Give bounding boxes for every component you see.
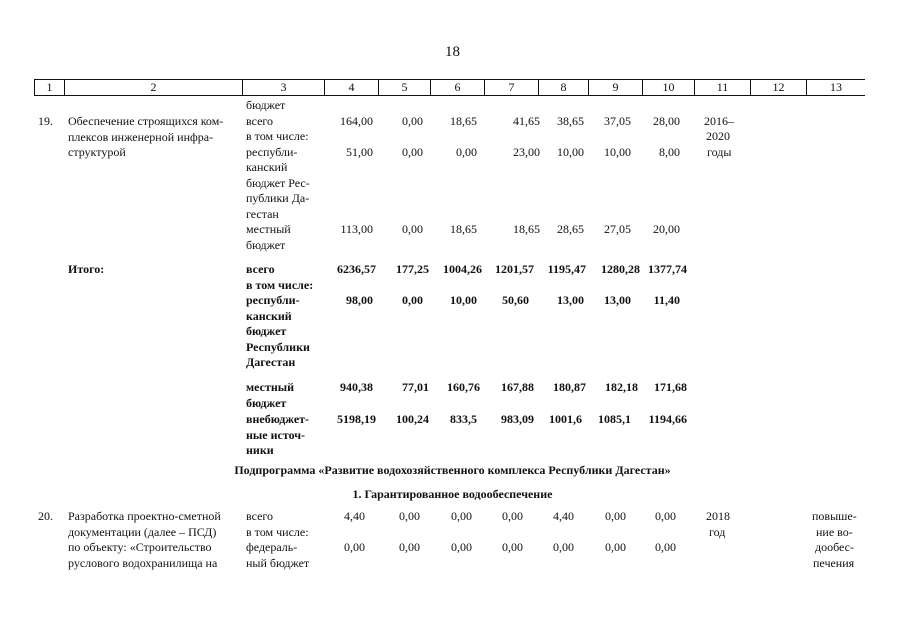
row-19-republic-value: 10,00 [557,144,584,159]
row-19-source-line: гестан [246,206,279,221]
grand-republic-value: 10,00 [450,293,477,307]
grand-local-value: 182,18 [605,380,638,394]
row-20-federal-value: 0,00 [502,540,523,554]
row-19-period-line: годы [707,144,732,159]
row-19-source-line: бюджет Рес- [246,175,310,190]
row-20-result-line: печения [813,555,855,570]
grand-republic-value: 50,60 [502,293,529,307]
row-20-name-line: Разработка проектно-сметной [68,509,221,523]
total-offbudget-label-line: внебюджет- [246,412,310,426]
row-19-source-line: местный [246,222,291,236]
grand-local-value: 180,87 [553,380,586,394]
grand-local-value: 171,68 [654,380,687,394]
row-19-source-line: публики Да- [246,191,310,205]
col-header-5: 5 [379,80,431,95]
col-header-9: 9 [589,80,643,95]
grand-offbudget-value: 983,09 [501,412,534,426]
row-20-name-line: по объекту: «Строительство [68,540,212,554]
row-19-name-line: структурой [68,145,126,159]
row-20-federal-value: 0,00 [605,540,626,554]
total-local-label-line: бюджет [246,395,287,410]
grand-republic-value: 13,00 [604,293,631,307]
grand-total-value: 177,25 [396,262,429,276]
total-label: Итого: [68,262,105,276]
total-source-line: канский [246,308,292,323]
row-19-source-line: бюджет [246,98,286,112]
row-19-total-value: 37,05 [604,113,631,128]
row-20-name-line: документации (далее – ПСД) [68,524,217,539]
col-header-3: 3 [243,80,325,95]
row-19-number: 19. [38,114,53,128]
row-19-local-value: 0,00 [402,222,423,236]
grand-total-value: 1201,57 [495,262,534,276]
row-19-local-value: 20,00 [653,222,680,236]
column-header-row [34,79,865,96]
row-20-total-value: 4,40 [553,509,574,523]
row-20-federal-value: 0,00 [399,540,420,554]
grand-offbudget-value: 100,24 [396,412,429,426]
row-20-federal-value: 0,00 [451,540,472,554]
row-20-total-value: 0,00 [502,509,523,523]
grand-total-value: 1280,28 [601,262,640,276]
col-header-1: 1 [35,80,65,95]
section-title: 1. Гарантированное водообеспечение [352,487,553,501]
total-source-line: Республики [246,339,310,354]
row-20-name-line: руслового водохранилища на [68,555,218,570]
total-offbudget-label-line: ные источ- [246,427,306,442]
row-20-number: 20. [38,509,53,523]
row-19-total-value: 0,00 [402,113,423,128]
col-header-4: 4 [325,80,379,95]
subprogram-title: Подпрограмма «Развитие водохозяйственного комплекса Республики Дагестан» [234,463,671,477]
row-19-local-value: 18,65 [450,222,477,236]
row-19-republic-value: 0,00 [456,144,477,159]
grand-total-value: 1004,26 [443,262,482,276]
row-19-republic-value: 0,00 [402,144,423,159]
grand-republic-value: 98,00 [346,293,373,307]
row-19-republic-value: 10,00 [604,144,631,159]
grand-offbudget-value: 1001,6 [549,412,582,426]
row-20-source-line: ный бюджет [246,555,310,570]
row-19-local-value: 18,65 [513,222,540,236]
row-20-total-value: 0,00 [399,509,420,523]
row-20-source-line: всего [246,509,274,523]
row-19-republic-value: 8,00 [659,144,680,159]
grand-republic-value: 11,40 [653,293,680,307]
grand-offbudget-value: 1194,66 [648,412,687,426]
grand-local-value: 77,01 [402,380,429,394]
row-19-local-value: 113,00 [340,222,373,236]
row-20-total-value: 0,00 [605,509,626,523]
grand-offbudget-value: 5198,19 [337,412,376,426]
row-19-total-value: 18,65 [450,113,477,128]
grand-local-value: 167,88 [501,380,534,394]
row-20-period-line: 2018 [706,509,730,523]
page-number: 18 [445,44,460,60]
row-19-source-line: канский [246,160,288,174]
row-20-total-value: 0,00 [655,509,676,523]
col-header-11: 11 [695,80,751,95]
grand-total-value: 6236,57 [337,262,376,276]
row-19-source-line: в том числе: [246,129,309,143]
grand-total-value: 1377,74 [648,262,687,276]
row-19-source-line: бюджет [246,237,286,252]
col-header-8: 8 [539,80,589,95]
row-20-total-value: 4,40 [344,509,365,523]
row-19-total-value: 28,00 [653,113,680,128]
row-20-result-line: дообес- [815,540,854,554]
total-source-line: всего [246,262,275,276]
total-source-line: республи- [246,293,300,307]
total-source-line: бюджет [246,324,287,338]
total-source-line: Дагестан [246,355,296,369]
grand-local-value: 160,76 [447,380,480,394]
total-source-line: в том числе: [246,277,314,292]
row-20-result-line: повыше- [812,509,857,523]
row-19-total-value: 38,65 [557,113,584,128]
grand-total-value: 1195,47 [547,262,586,276]
row-19-republic-value: 23,00 [513,144,540,159]
row-20-federal-value: 0,00 [344,540,365,554]
col-header-12: 12 [751,80,807,95]
col-header-6: 6 [431,80,485,95]
grand-local-value: 940,38 [340,380,373,394]
grand-offbudget-value: 833,5 [450,412,477,426]
total-local-label-line: местный [246,380,295,394]
total-offbudget-label-line: ники [246,443,274,457]
col-header-2: 2 [65,80,243,95]
col-header-7: 7 [485,80,539,95]
row-19-source-line: всего [246,113,274,128]
row-19-period-line: 2016– [704,113,734,128]
col-header-10: 10 [643,80,695,95]
row-20-source-line: в том числе: [246,524,309,539]
row-19-local-value: 27,05 [604,222,631,236]
row-19-name-line: Обеспечение строящихся ком- [68,114,224,128]
row-20-result-line: ние во- [816,524,853,539]
grand-republic-value: 13,00 [557,293,584,307]
row-20-period-line: год [709,524,726,539]
row-19-local-value: 28,65 [557,222,584,236]
grand-republic-value: 0,00 [402,293,423,307]
col-header-13: 13 [830,80,842,94]
row-19-total-value: 164,00 [340,113,373,128]
row-19-total-value: 41,65 [513,113,540,128]
grand-offbudget-value: 1085,1 [598,412,631,426]
row-19-republic-value: 51,00 [346,144,373,159]
row-19-period-line: 2020 [706,129,730,143]
row-20-federal-value: 0,00 [553,540,574,554]
row-19-name-line: плексов инженерной инфра- [68,129,214,144]
row-20-source-line: федераль- [246,540,298,554]
row-20-federal-value: 0,00 [655,540,676,554]
row-20-total-value: 0,00 [451,509,472,523]
row-19-source-line: республи- [246,144,298,159]
